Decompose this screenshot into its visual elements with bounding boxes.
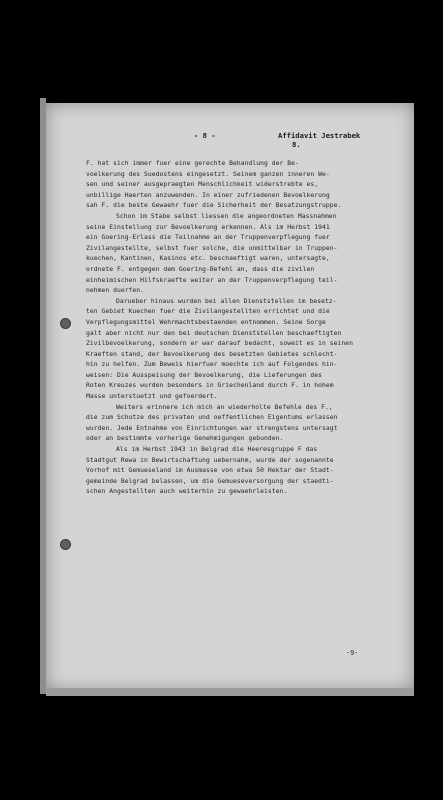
text-line: gemeinde Belgrad belassen, um die Gemueseversorgung der staedti-: [86, 477, 334, 485]
text-line: unbillige Haerten anzuwenden. In einer zufriedenen Bevoelkerung: [86, 191, 330, 199]
text-line: nehmen duerfen.: [86, 287, 145, 295]
punch-hole-bottom: [60, 539, 71, 550]
text-line: hin zu helfen. Zum Beweis hierfuer moechte ich auf Folgendes hin-: [86, 361, 338, 369]
text-line: Verpflegungsmittel Wehrmachtsbestaenden entnommen. Seine Sorge: [86, 318, 326, 326]
document-page: [46, 103, 414, 691]
affidavit-title: Affidavit Jestrabek: [278, 131, 361, 140]
text-line: Vorhof mit Gemueseland im Ausmasse von etwa 50 Hektar der Stadt-: [86, 467, 334, 475]
text-line: ordnete F. entgegen dem Goering-Befehl an, dass die zivilen: [86, 265, 315, 273]
paragraph: [86, 445, 396, 498]
text-line: kuechen, Kantinen, Kasinos etc. beschaeftigt waren, untersagte,: [86, 255, 330, 263]
text-line: Zivilbevoelkerung, sondern er war darauf bedacht, soweit es in seinen: [86, 340, 353, 348]
affidavit-suffix: 8.: [292, 140, 301, 149]
text-line: Stadtgut Rewa in Bewirtschaftung uebernahm, wurde der sogenannte: [86, 456, 334, 464]
text-line: Weiters erinnere ich mich an wiederholte Befehle des F.,: [116, 403, 333, 411]
text-line: einheimischen Hilfskraefte weiter an der Truppenverpflegung teil-: [86, 276, 338, 284]
paragraph: [86, 403, 396, 445]
text-line: ein Goering-Erlass die Teilnahme an der Truppenverpflegung fuer: [86, 234, 330, 242]
text-line: Darueber hinaus wurden bei allen Dienststellen im besetz-: [116, 297, 337, 305]
text-line: sah F. die beste Gewaehr fuer die Sicherheit der Besatzungstruppe.: [86, 202, 342, 210]
text-line: F. hat sich immer fuer eine gerechte Behandlung der Be-: [86, 160, 299, 167]
text-line: Schon im Stabe selbst liessen die angeordneten Massnahmen: [116, 212, 337, 220]
paragraph: [86, 159, 396, 212]
text-line: weisen: Die Ausspeisung der Bevoelkerung, die Lieferungen des: [86, 371, 323, 379]
page-bottom-edge: [46, 688, 414, 696]
text-line: schen Angestellten auch weiterhin zu gewaehrleisten.: [86, 488, 288, 496]
text-line: Kraeften stand, der Bevoelkerung des besetzten Gebietes schlecht-: [86, 350, 338, 358]
text-line: Als im Herbst 1943 in Belgrad die Heeresgruppe F das: [116, 446, 318, 454]
text-line: Roten Kreuzes wurden besonders in Griechenland durch F. in hohem: [86, 382, 334, 390]
text-line: die zum Schutze des privaten und oeffentlichen Eigentums erlassen: [86, 414, 338, 422]
text-line: seine Einstellung zur Bevoelkerung erkennen. Als im Herbst 1941: [86, 223, 330, 231]
page-number: - 8 -: [194, 131, 216, 140]
punch-hole-top: [60, 318, 71, 329]
text-line: galt aber nicht nur den bei deutschen Dienststellen beschaeftigten: [86, 329, 342, 337]
text-line: Zivilangestellte, selbst fuer solche, die unmittelbar in Truppen-: [86, 244, 338, 252]
text-line: oder an bestimmte vorherige Genehmigungen gebunden.: [86, 435, 284, 443]
next-page-marker: -9-: [346, 649, 359, 657]
text-line: voelkerung des Suedostens eingesetzt. Seinem ganzen inneren We-: [86, 170, 330, 178]
document-body: [86, 159, 396, 498]
text-line: sen und seiner ausgepraegten Menschlichkeit widerstrebte es,: [86, 181, 319, 189]
text-line: wurden. Jede Entnahme von Einrichtungen war strengstens untersagt: [86, 424, 338, 432]
text-line: Masse unterstuetzt und gefoerdert.: [86, 393, 218, 401]
paragraph: [86, 297, 396, 403]
paragraph: [86, 212, 396, 297]
text-line: ten Gebiet Kuechen fuer die Zivilangestellten errichtet und die: [86, 308, 330, 316]
